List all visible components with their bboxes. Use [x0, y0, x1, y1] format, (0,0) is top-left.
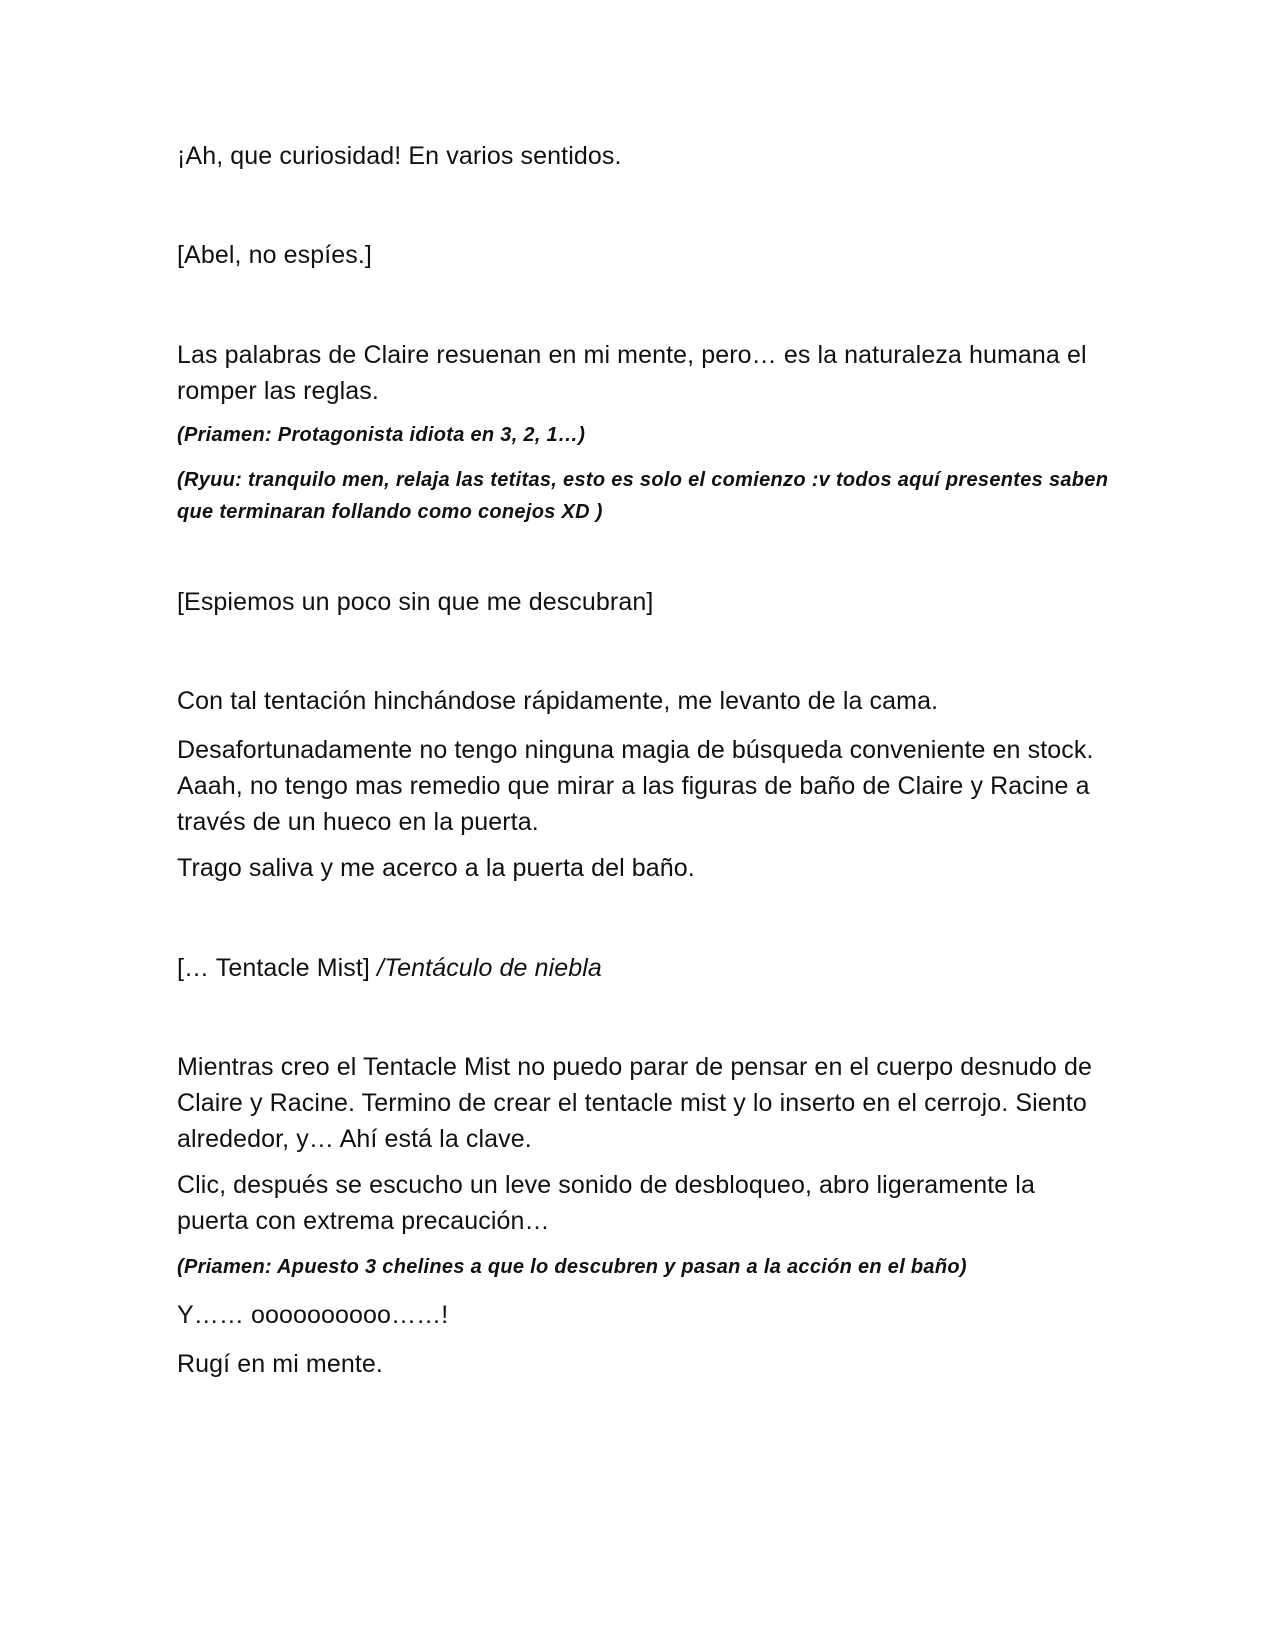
- translator-note-priamen-2: (Priamen: Apuesto 3 chelines a que lo descubren y pasan a la acción en el baño): [177, 1256, 967, 1278]
- paragraph-click-unlock: Clic, después se escucho un leve sonido de desbloqueo, abro ligeramente la puerta con extrema precaución…: [177, 1171, 1035, 1235]
- paragraph-exclamation: Y…… oooooooooo……!: [177, 1301, 449, 1329]
- paragraph-approach-door: Trago saliva y me acerco a la puerta del baño.: [177, 854, 695, 882]
- translator-note-priamen-1: (Priamen: Protagonista idiota en 3, 2, 1…): [177, 424, 586, 446]
- paragraph-spy-plan: [Espiemos un poco sin que me descubran]: [177, 588, 654, 616]
- paragraph-claire-words: Las palabras de Claire resuenan en mi mente, pero… es la naturaleza humana el romper las reglas.: [177, 341, 1087, 405]
- spell-translation: /Tentáculo de niebla: [377, 954, 602, 982]
- paragraph-no-magic: Desafortunadamente no tengo ninguna magia de búsqueda conveniente en stock. Aaah, no tengo mas remedio que mirar a las figuras de baño de Claire y Racine a través de un hueco en la puerta.: [177, 736, 1094, 836]
- paragraph-curiosity: ¡Ah, que curiosidad! En varios sentidos.: [177, 142, 622, 170]
- paragraph-tentacle-mist-spell: [177, 950, 1107, 986]
- paragraph-temptation: Con tal tentación hinchándose rápidamente, me levanto de la cama.: [177, 687, 939, 715]
- paragraph-creating-mist: Mientras creo el Tentacle Mist no puedo parar de pensar en el cuerpo desnudo de Claire y Racine. Termino de crear el tentacle mist y lo inserto en el cerrojo. Siento alrededor, y… Ahí está la clave.: [177, 1053, 1092, 1153]
- spell-name: [… Tentacle Mist]: [177, 954, 370, 982]
- translator-note-ryuu: (Ryuu: tranquilo men, relaja las tetitas, esto es solo el comienzo :v todos aquí presentes saben que terminaran follando como conejos XD ): [177, 469, 1109, 523]
- paragraph-roar: Rugí en mi mente.: [177, 1350, 383, 1378]
- paragraph-abel-no-spy: [Abel, no espíes.]: [177, 241, 372, 269]
